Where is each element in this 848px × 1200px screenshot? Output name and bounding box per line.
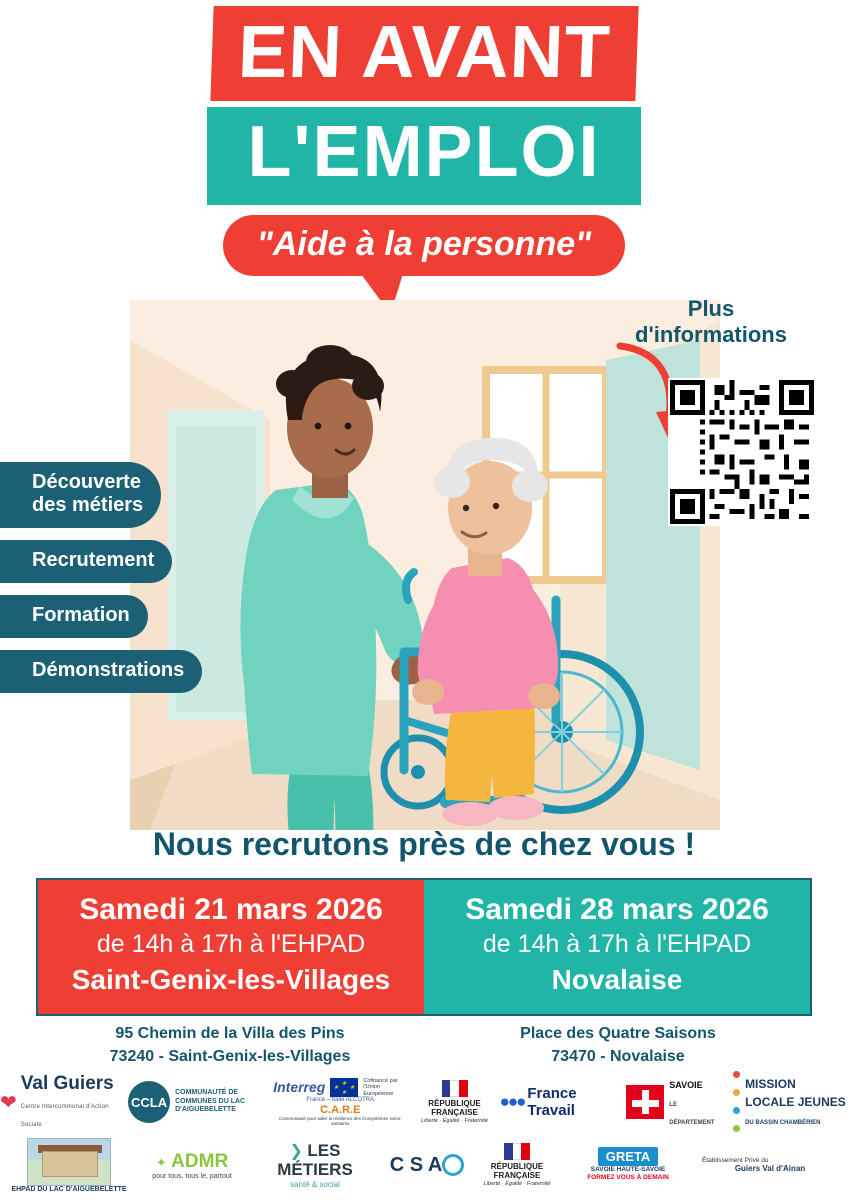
mlj-dots-icon [732, 1066, 745, 1138]
logo-mlj-sub: DU BASSIN CHAMBÉRIEN [745, 1120, 821, 1126]
feature-tag-list [0, 462, 260, 705]
tag-demonstrations: Démonstrations [0, 650, 202, 693]
logo-val-guiers-sub: Centre Intercommunal d'Action Sociale [20, 1104, 109, 1128]
event-date-2-time: de 14h à 17h à l'EHPAD [482, 930, 752, 958]
logo-ccla-text: CCLA [128, 1081, 170, 1123]
logo-savoie-departement [626, 1075, 722, 1129]
logo-val-guiers [0, 1073, 118, 1131]
logo-greta-sub2: FORMEZ VOUS À DEMAIN [587, 1174, 669, 1181]
logo-ehpad-guiers-val-ainan [702, 1157, 838, 1174]
logo-savoie-sub: LE DÉPARTEMENT [669, 1102, 715, 1126]
logo-ehpad-lac-aiguebelette [10, 1138, 128, 1193]
more-info-line1: Plus [687, 296, 735, 321]
logo-care-sub: Communauté pour aider la résilience des écosystèmes soins-santaires [278, 1115, 402, 1126]
logo-greta-text: GRETA [598, 1147, 659, 1166]
logo-ccla [128, 1081, 261, 1123]
logo-ehpad-guiers-sub: Établissement Privé du [702, 1156, 769, 1164]
qr-code-svg [670, 380, 814, 524]
event-addresses [36, 1022, 812, 1068]
logo-les-metiers-sub: santé & social [290, 1180, 340, 1189]
event-address-2-line1: Place des Quatre Saisons [520, 1025, 716, 1042]
logo-csa-text: C S A [389, 1153, 443, 1176]
event-date-1 [38, 880, 424, 1014]
tag-formation: Formation [0, 595, 148, 638]
french-flag-icon-2 [504, 1143, 530, 1160]
french-flag-icon [442, 1080, 468, 1097]
logo-interreg-sub2: France – Italie ALCOTRA [306, 1096, 375, 1103]
event-date-2-place: Novalaise [551, 963, 683, 995]
logo-care-text: C.A.R.E [320, 1103, 361, 1116]
logo-republique-francaise-2 [480, 1143, 554, 1187]
partner-logos-row-1 [0, 1073, 848, 1128]
csa-circle-icon [442, 1154, 464, 1176]
logo-interreg-text: Interreg [273, 1079, 326, 1096]
event-address-1 [36, 1022, 424, 1068]
logo-greta [566, 1148, 690, 1182]
logo-les-metiers-text: LES MÉTIERS [277, 1141, 353, 1179]
logo-savoie-text: SAVOIE [669, 1080, 703, 1090]
page-title-line2: L'EMPLOI [207, 107, 640, 205]
event-address-1-line1: 95 Chemin de la Villa des Pins [115, 1025, 345, 1042]
logo-france-travail [500, 1085, 616, 1119]
logo-france-travail-text: France Travail [527, 1085, 577, 1119]
event-address-2 [424, 1022, 812, 1068]
tag-recrutement: Recrutement [0, 540, 172, 583]
logo-les-metiers [256, 1141, 374, 1189]
logo-admr-text: ADMR [171, 1150, 229, 1172]
logo-val-guiers-text: Val Guiers [20, 1073, 114, 1094]
logo-mission-locale-jeunes [732, 1066, 848, 1138]
event-address-1-line2: 73240 - Saint-Genix-les-Villages [109, 1048, 351, 1066]
ehpad-photo-icon [27, 1138, 111, 1186]
logo-republique-francaise-2-text: RÉPUBLIQUE FRANÇAISE [490, 1162, 544, 1181]
event-date-1-title: Samedi 21 mars 2026 [79, 893, 383, 926]
logo-greta-sub: SAVOIE HAUTE-SAVOIE [590, 1166, 666, 1174]
recruitment-headline: Nous recrutons près de chez vous ! [152, 826, 696, 862]
event-date-1-time: de 14h à 17h à l'EHPAD [96, 930, 366, 958]
savoie-cross-icon [626, 1085, 664, 1119]
logo-admr [140, 1151, 244, 1180]
subtitle-bubble-wrap [223, 215, 626, 276]
eu-flag-icon: ★ ★ ★ ★ [330, 1078, 358, 1097]
event-date-2 [424, 880, 810, 1014]
logo-ehpad-guiers-text: Guiers Val d'Ainan [734, 1163, 806, 1173]
more-info-line2: d'informations [635, 322, 787, 348]
logo-ccla-sub: COMMUNAUTÉ DE COMMUNES DU LAC D'AIGUEBELETTE [175, 1089, 246, 1114]
france-travail-dots-icon: ●●● [499, 1092, 525, 1111]
logo-republique-francaise [419, 1080, 489, 1124]
logo-interreg-sub: Cofinancé par l'Union Européenne [363, 1077, 398, 1097]
event-date-2-title: Samedi 28 mars 2026 [465, 893, 769, 926]
poster-title-block [0, 6, 848, 276]
logo-republique-francaise-2-sub: Liberté · Égalité · Fraternité [483, 1180, 551, 1187]
logo-admr-sub: pour tous, tous le, partout [152, 1172, 232, 1180]
logo-ehpad-lac-text: EHPAD DU LAC D'AIGUEBELETTE [11, 1185, 127, 1193]
event-date-1-place: Saint-Genix-les-Villages [71, 963, 391, 995]
metiers-swirl-icon: ❯ [289, 1143, 303, 1160]
logo-republique-francaise-text: RÉPUBLIQUE FRANÇAISE [428, 1099, 481, 1118]
admr-leaf-icon: ✦ [155, 1154, 167, 1170]
tag-decouverte-des-metiers: Découverte des métiers [0, 462, 161, 528]
subtitle-bubble: "Aide à la personne" [223, 215, 626, 276]
logo-republique-francaise-sub: Liberté · Égalité · Fraternité [421, 1117, 488, 1124]
logo-interreg-care [271, 1078, 409, 1126]
partner-logos-row-2 [0, 1136, 848, 1194]
page-title-line1: EN AVANT [210, 6, 638, 101]
logo-csa [386, 1154, 468, 1177]
event-address-2-line2: 73470 - Novalaise [551, 1048, 685, 1066]
event-dates [36, 878, 812, 1016]
logo-mlj-text: MISSION LOCALE JEUNES [745, 1077, 846, 1109]
heart-icon: ❤ [0, 1091, 17, 1114]
qr-code[interactable] [668, 378, 816, 526]
